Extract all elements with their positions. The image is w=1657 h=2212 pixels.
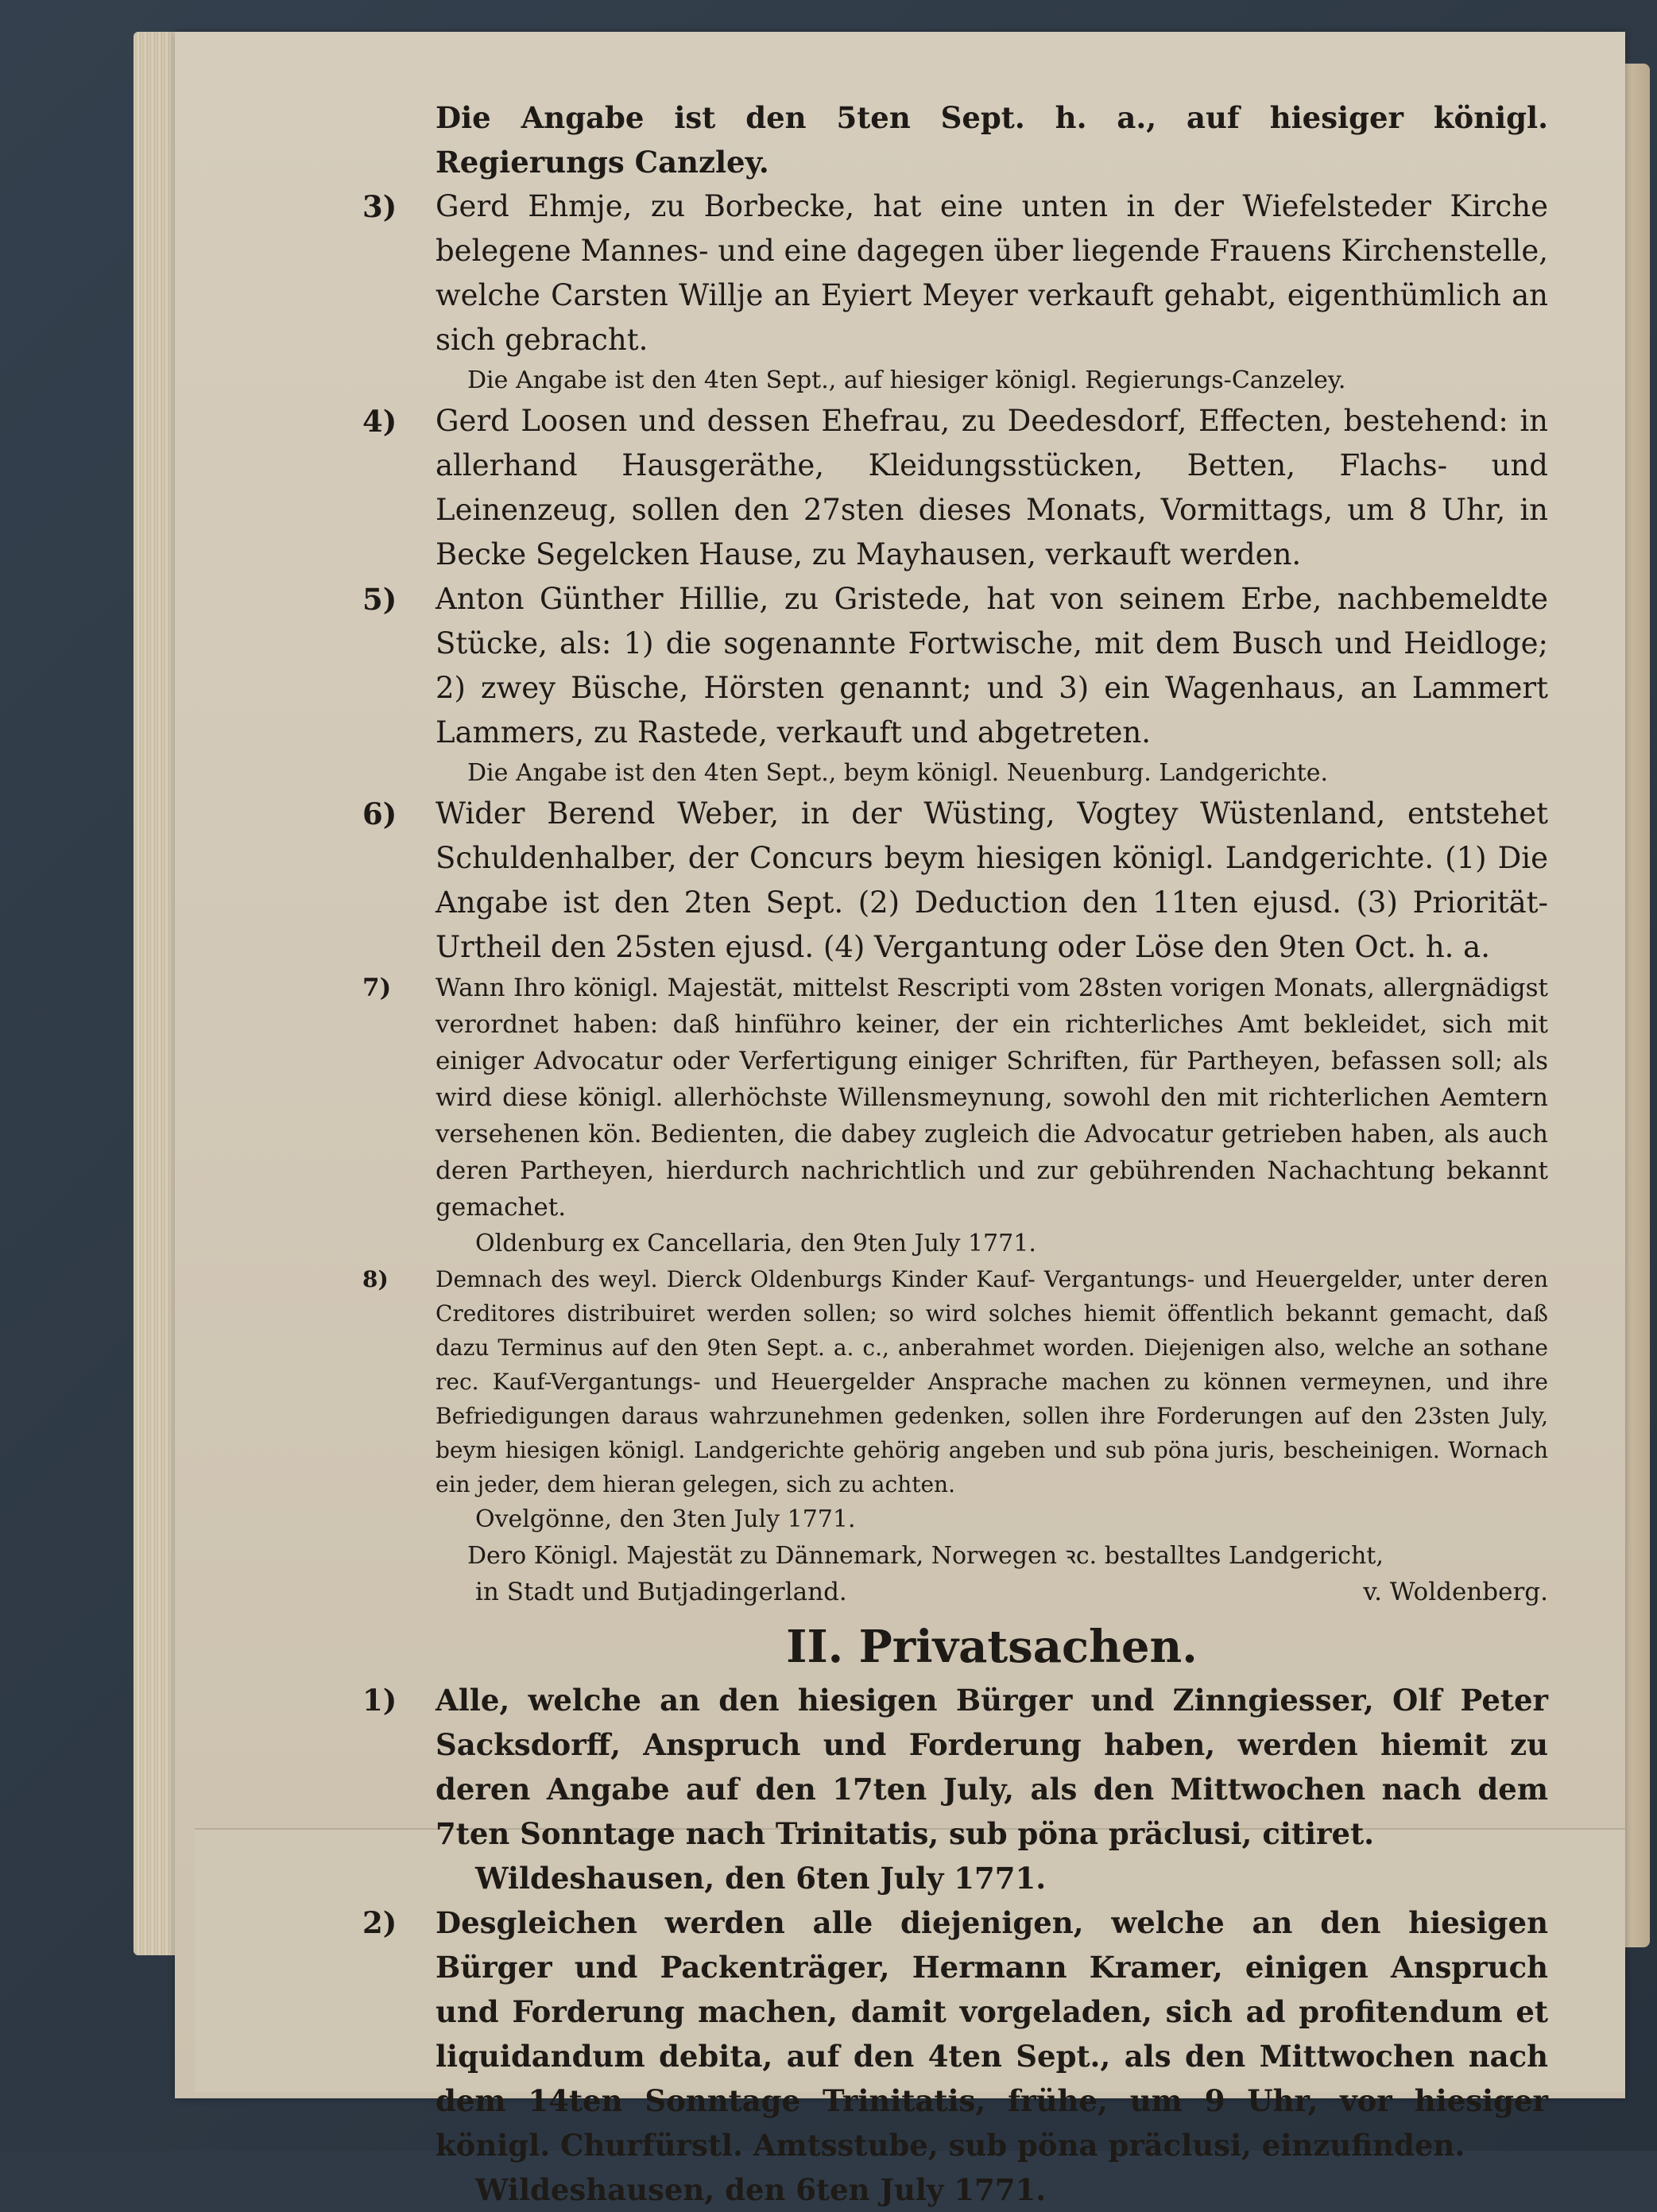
notice-text: Gerd Loosen und dessen Ehefrau, zu Deedesdorf, Effecten, bestehend: in allerhand Hausgeräthe, Kleidungsstücken, Betten, Flachs- und Leinenzeug, sollen den 27sten dieses Monats, Vormittags, um 8 Uhr, in Becke Segelcken Hause, zu Mayhausen, verkauft werden. xyxy=(436,404,1548,571)
notice-number: 6) xyxy=(362,796,397,831)
notice-text: Desgleichen werden alle diejenigen, welche an den hiesigen Bürger und Packenträger, Hermann Kramer, einigen Anspruch und Forderung machen, damit vorgeladen, sich ad profitendum et liquidandum debita, auf den 4ten Sept., als den Mittwochen nach dem 14ten Sonntage Trinitatis, frühe, um 9 Uhr, vor hiesiger königl. Churfürstl. Amtsstube, sub pöna präclusi, einzufinden. xyxy=(436,1905,1548,2163)
notice-number: 7) xyxy=(362,974,392,1002)
signature-region: in Stadt und Butjadingerland. xyxy=(475,1578,847,1606)
notice-number: 1) xyxy=(362,1683,397,1718)
notice-text: Alle, welche an den hiesigen Bürger und Zinngiesser, Olf Peter Sacksdorff, Anspruch und Forderung haben, werden hiemit zu deren Angabe auf den 17ten July, als den Mittwochen nach dem 7ten Sonntage nach Trinitatis, sub pöna präclusi, citiret. xyxy=(436,1683,1548,1851)
item-2-tail: Die Angabe ist den 5ten Sept. h. a., auf hiesiger königl. Regierungs Canzley. xyxy=(436,100,1548,180)
notice-number: 2) xyxy=(362,1905,397,1940)
notice-8 xyxy=(362,1262,1548,1538)
signature-line-1: Dero Königl. Majestät zu Dännemark, Norwegen ꝛc. bestalltes Landgericht, xyxy=(467,1542,1384,1570)
notice-text: Gerd Ehmje, zu Borbecke, hat eine unten in der Wiefelsteder Kirche belegene Mannes- und eine dagegen über liegende Frauens Kirchenstelle, welche Carsten Willje an Eyiert Meyer verkauft gehabt, eigenthümlich an sich gebracht. xyxy=(436,189,1548,357)
notice-text: Wann Ihro königl. Majestät, mittelst Rescripti vom 28sten vorigen Monats, allergnädigst verordnet haben: daß hinführo keiner, der ein richterliches Amt bekleidet, sich mit einiger Advocatur oder Verfertigung einiger Schriften, für Partheyen, befassen soll; als wird diese königl. allerhöchste Willensmeynung, sowohl den mit richterlichen Aemtern versehenen kön. Bedienten, die dabey zugleich die Advocatur getrieben haben, als auch deren Partheyen, hierdurch nachrichtlich und zur gebührenden Nachachtung bekannt gemachet. xyxy=(436,974,1548,1222)
signature-name: v. Woldenberg. xyxy=(1363,1578,1548,1606)
notice-text: Wider Berend Weber, in der Wüsting, Vogtey Wüstenland, entstehet Schuldenhalber, der Concurs beym hiesigen königl. Landgerichte. (1) Die Angabe ist den 2ten Sept. (2) Deduction den 11ten ejusd. (3) Priorität-Urtheil den 25sten ejusd. (4) Vergantung oder Löse den 9ten Oct. h. a. xyxy=(436,796,1548,964)
notice-note: Die Angabe ist den 4ten Sept., auf hiesiger königl. Regierungs-Canzeley. xyxy=(467,366,1346,394)
court-signature xyxy=(436,1538,1548,1610)
next-page-edge xyxy=(1621,64,1650,1947)
notice-text: Anton Günther Hillie, zu Gristede, hat von seinem Erbe, nachbemeldte Stücke, als: 1) die sogenannte Fortwische, mit dem Busch und Heidloge; 2) zwey Büsche, Hörsten genannt; und 3) ein Wagenhaus, an Lammert Lammers, zu Rastede, verkauft und abgetreten. xyxy=(436,582,1548,750)
section-heading: II. Privatsachen. xyxy=(786,1621,1198,1673)
notice-7 xyxy=(362,970,1548,1262)
notice-number: 4) xyxy=(362,404,397,439)
notice-place-date: Oldenburg ex Cancellaria, den 9ten July 1771. xyxy=(475,1230,1036,1257)
notice-4 xyxy=(362,399,1548,577)
notice-note: Die Angabe ist den 4ten Sept., beym königl. Neuenburg. Landgerichte. xyxy=(467,759,1328,787)
notice-place-date: Wildeshausen, den 6ten July 1771. xyxy=(475,2172,1047,2207)
private-notice-1 xyxy=(362,1678,1548,1900)
notice-place-date: Ovelgönne, den 3ten July 1771. xyxy=(475,1505,856,1533)
notice-6 xyxy=(362,792,1548,970)
page-text xyxy=(362,95,1548,2212)
notice-text: Demnach des weyl. Dierck Oldenburgs Kinder Kauf- Vergantungs- und Heuergelder, unter deren Creditores distribuiret werden sollen; so wird solches hiemit öffentlich bekannt gemacht, daß dazu Terminus auf den 9ten Sept. a. c., anberahmet worden. Diejenigen also, welche an sothane rec. Kauf-Vergantungs- und Heuergelder Ansprache machen zu können vermeynen, und ihre Befriedigungen daraus wahrzunehmen gedenken, sollen ihre Forderungen auf den 23sten July, beym hiesigen königl. Landgerichte gehörig angeben und sub pöna juris, bescheinigen. Wornach ein jeder, dem hieran gelegen, sich zu achten. xyxy=(436,1266,1548,1497)
notice-3 xyxy=(362,184,1548,399)
notice-number: 8) xyxy=(362,1266,389,1292)
private-notice-2 xyxy=(362,1900,1548,2212)
notice-number: 5) xyxy=(362,582,397,617)
notice-number: 3) xyxy=(362,189,397,224)
notice-5 xyxy=(362,577,1548,792)
notice-place-date: Wildeshausen, den 6ten July 1771. xyxy=(475,1861,1047,1896)
